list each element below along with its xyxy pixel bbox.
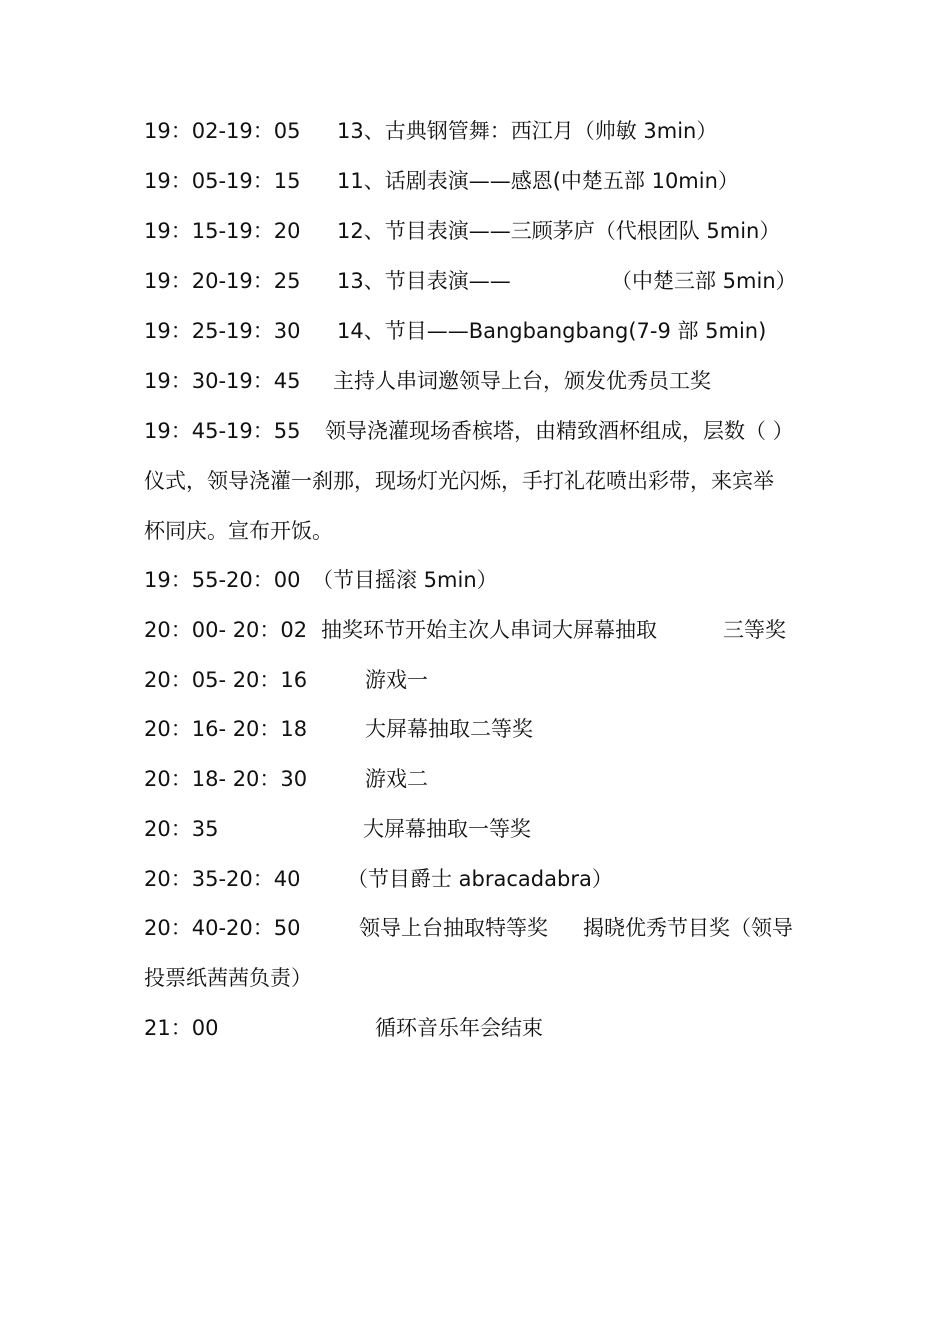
time-range: 20：35-20：40: [144, 867, 301, 891]
program-text: 循环音乐年会结束: [375, 1016, 543, 1040]
schedule-line: [144, 660, 428, 700]
schedule-line: [144, 1008, 543, 1048]
continuation-line: [144, 461, 774, 501]
time-range: 19：55-20：00: [144, 568, 301, 592]
program-text: 主持人串词邀领导上台，颁发优秀员工奖: [333, 369, 711, 393]
schedule-line: [144, 261, 797, 301]
program-text: （节目爵士 abracadabra）: [347, 867, 613, 891]
program-extra: （中楚三部 5min）: [611, 269, 797, 293]
program-text: 14、节目——Bangbangbang(7-9 部 5min): [337, 319, 767, 343]
program-text: 抽奖环节开始主次人串词大屏幕抽取: [321, 618, 657, 642]
time-range: 19：25-19：30: [144, 319, 301, 343]
program-text: 杯同庆。宣布开饭。: [144, 519, 333, 543]
schedule-line: [144, 610, 786, 650]
schedule-line: [144, 908, 793, 948]
time-range: 20：18- 20：30: [144, 767, 308, 791]
program-text: 游戏一: [365, 668, 428, 692]
time-range: 19：05-19：15: [144, 169, 301, 193]
program-text: 投票纸茜茜负责）: [144, 966, 312, 990]
time-range: 20：05- 20：16: [144, 668, 308, 692]
schedule-line: [144, 809, 531, 849]
time-range: 20：40-20：50: [144, 916, 301, 940]
schedule-line: [144, 361, 711, 401]
schedule-line: [144, 709, 533, 749]
program-text: 领导浇灌现场香槟塔，由精致酒杯组成，层数（ ）: [325, 419, 794, 443]
program-text: 大屏幕抽取二等奖: [365, 717, 533, 741]
time-range: 20：16- 20：18: [144, 717, 308, 741]
program-extra: 揭晓优秀节目奖（领导: [583, 916, 793, 940]
program-extra: 三等奖: [723, 618, 786, 642]
program-text: 13、节目表演——: [337, 269, 511, 293]
time-range: 19：15-19：20: [144, 219, 301, 243]
program-text: 游戏二: [365, 767, 428, 791]
time-range: 21：00: [144, 1016, 219, 1040]
time-range: 20：35: [144, 817, 219, 841]
schedule-line: [144, 211, 781, 251]
schedule-line: [144, 759, 428, 799]
continuation-line: [144, 511, 333, 551]
program-text: 仪式，领导浇灌一刹那，现场灯光闪烁，手打礼花喷出彩带，来宾举: [144, 469, 774, 493]
program-text: 11、话剧表演——感恩(中楚五部 10min）: [337, 169, 739, 193]
schedule-line: [144, 411, 794, 451]
schedule-line: [144, 859, 613, 899]
schedule-line: [144, 311, 767, 351]
schedule-line: [144, 560, 498, 600]
continuation-line: [144, 958, 312, 998]
schedule-line: [144, 111, 718, 151]
time-range: 20：00- 20：02: [144, 618, 308, 642]
program-text: 12、节目表演——三顾茅庐（代根团队 5min）: [337, 219, 781, 243]
program-text: 领导上台抽取特等奖: [359, 916, 548, 940]
program-text: 大屏幕抽取一等奖: [363, 817, 531, 841]
time-range: 19：30-19：45: [144, 369, 301, 393]
program-text: 13、古典钢管舞：西江月（帅敏 3min）: [337, 119, 718, 143]
time-range: 19：02-19：05: [144, 119, 301, 143]
schedule-line: [144, 161, 739, 201]
time-range: 19：45-19：55: [144, 419, 301, 443]
program-text: （节目摇滚 5min）: [312, 568, 498, 592]
time-range: 19：20-19：25: [144, 269, 301, 293]
